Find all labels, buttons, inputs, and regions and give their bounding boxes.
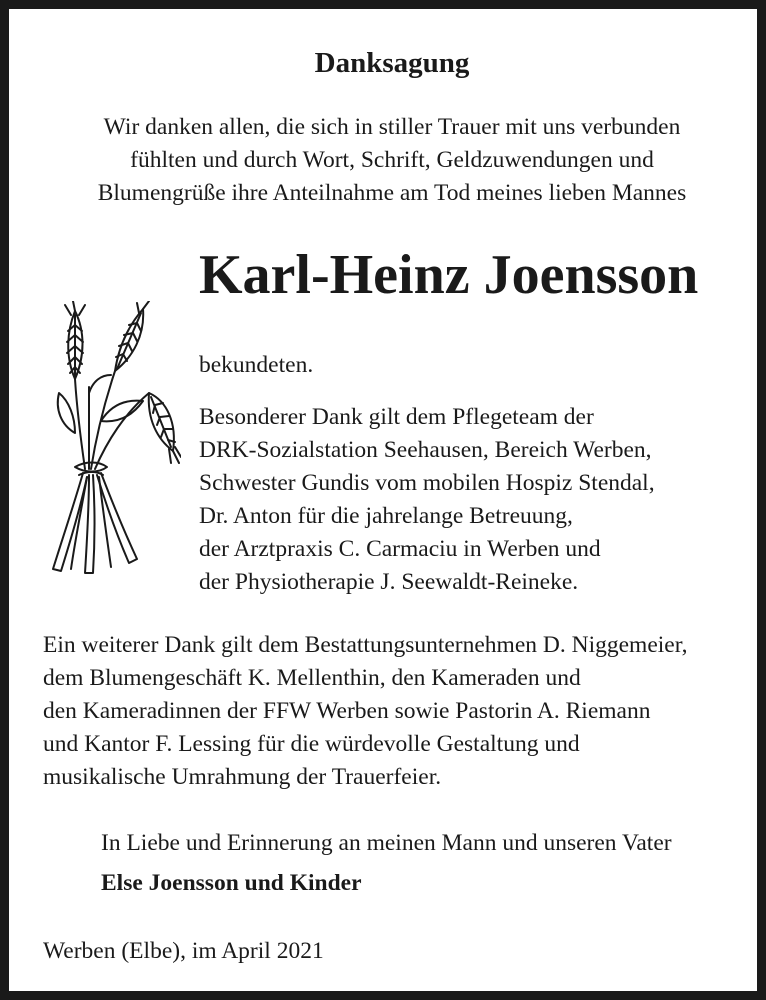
special-thanks-line: der Physiotherapie J. Seewaldt-Reineke. xyxy=(199,569,579,595)
special-thanks-text xyxy=(199,401,655,599)
special-thanks-line: der Arztpraxis C. Carmaciu in Werben und xyxy=(199,536,601,562)
special-thanks-line: Schwester Gundis vom mobilen Hospiz Stendal, xyxy=(199,470,655,496)
intro-line: fühlten und durch Wort, Schrift, Geldzuwendungen und xyxy=(130,147,654,173)
further-thanks-line: und Kantor F. Lessing für die würdevolle Gestaltung und xyxy=(43,731,580,757)
wheat-sheaf-icon xyxy=(45,301,181,583)
intro-line: Blumengrüße ihre Anteilnahme am Tod meines lieben Mannes xyxy=(97,180,687,206)
intro-line: Wir danken allen, die sich in stiller Trauer mit uns verbunden xyxy=(103,114,681,140)
further-thanks-line: den Kameradinnen der FFW Werben sowie Pastorin A. Riemann xyxy=(43,698,651,724)
closing-line: In Liebe und Erinnerung an meinen Mann und unseren Vater xyxy=(101,830,672,856)
special-thanks-line: DRK-Sozialstation Seehausen, Bereich Werben, xyxy=(199,437,652,463)
further-thanks-line: musikalische Umrahmung der Trauerfeier. xyxy=(43,764,442,790)
special-thanks-line: Dr. Anton für die jahrelange Betreuung, xyxy=(199,503,573,529)
deceased-name: Karl-Heinz Joensson xyxy=(199,244,699,306)
further-thanks-line: Ein weiterer Dank gilt dem Bestattungsunternehmen D. Niggemeier, xyxy=(43,632,688,658)
intro-text xyxy=(9,111,766,210)
continuation-text: bekundeten. xyxy=(199,352,314,378)
place-date: Werben (Elbe), im April 2021 xyxy=(43,938,324,964)
notice-title: Danksagung xyxy=(314,47,470,79)
special-thanks-line: Besonderer Dank gilt dem Pflegeteam der xyxy=(199,404,594,430)
further-thanks-text xyxy=(43,629,687,794)
signature: Else Joensson und Kinder xyxy=(101,870,362,896)
further-thanks-line: dem Blumengeschäft K. Mellenthin, den Kameraden und xyxy=(43,665,581,691)
